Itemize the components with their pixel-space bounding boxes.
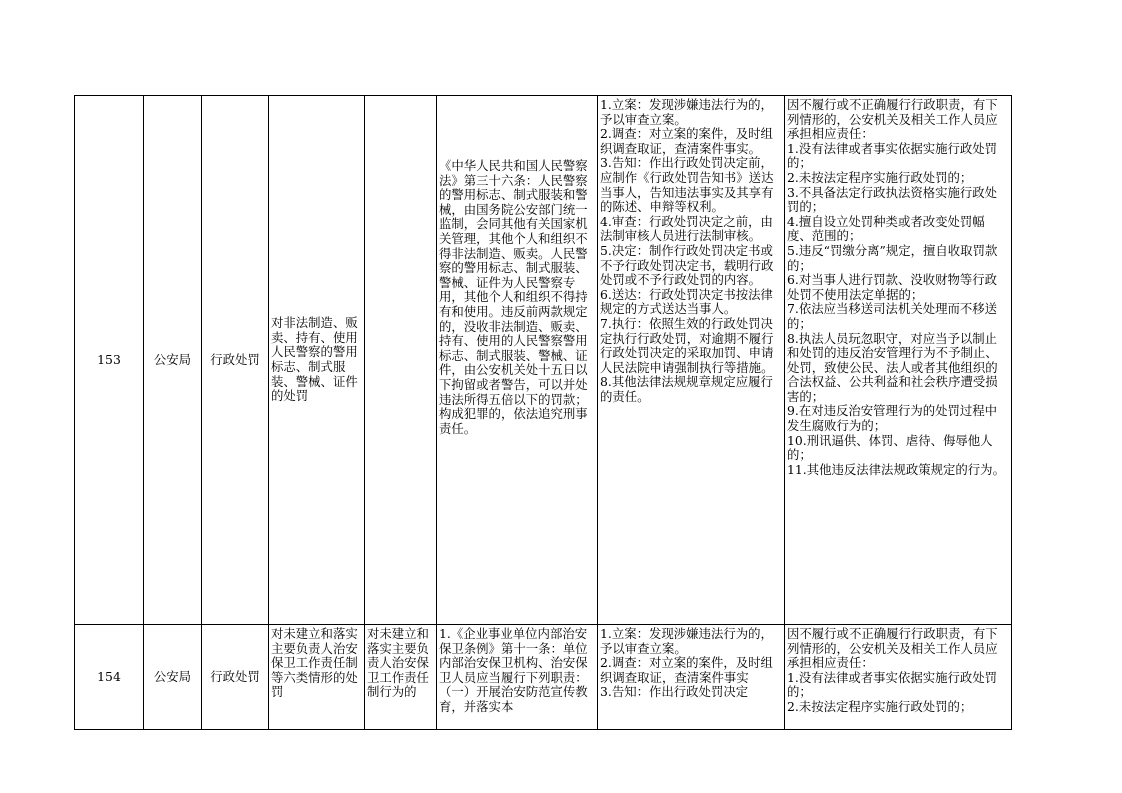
- liability-cell: [785, 96, 1012, 625]
- liability-item: 7.依法应当移送司法机关处理而不移送的；: [787, 301, 998, 331]
- procedure-step: 3.告知：作出行政处罚决定前，应制作《行政处罚告知书》送达当事人，告知违法事实及其享有的陈述、申辩等权利。: [600, 155, 774, 215]
- liability-item: 11.其他违反法律法规政策规定的行为。: [787, 461, 1005, 477]
- procedure-step: 6.送达：行政处罚决定书按法律规定的方式送达当事人。: [600, 286, 773, 317]
- liability-item: 8.执法人员玩忽职守，对应当予以制止和处罚的违反治安管理行为不予制止、处罚，致使公民、法人或者其他组织的合法权益、公共利益和社会秩序遭受损害的；: [787, 330, 998, 404]
- liability-item: 2.未按法定程序实施行政处罚的；: [787, 169, 973, 185]
- liability-cell: [785, 625, 1012, 730]
- row-number: 154: [75, 625, 144, 730]
- legal-basis-cell: 《中华人民共和国人民警察法》第三十六条：人民警察的警用标志、制式服装和警械，由国务院公安部门统一监制，会同其他有关国家机关管理，其他个人和组织不得非法制造、贩卖。人民警察的警用标志、制式服装、警械、证件为人民警察专用，其他个人和组织不得持有和使用。违反前两款规定的，没收非法制造、贩卖、持有、使用的人民警察警用标志、制式服装、警械、证件，由公安机关处十五日以下拘留或者警告，可以并处违法所得五倍以下的罚款；构成犯罪的，依法追究刑事责任。: [437, 96, 598, 625]
- procedure-step: 1.立案：发现涉嫌违法行为的，予以审查立案。: [600, 97, 773, 127]
- procedure-cell: [598, 625, 785, 730]
- liability-item: 5.违反“罚缴分离”规定，擅自收取罚款的；: [787, 242, 998, 273]
- item-name-cell: 对未建立和落实主要负责人治安保卫工作责任制等六类情形的处罚: [269, 625, 365, 730]
- liability-item: 3.不具备法定行政执法资格实施行政处罚的；: [787, 184, 998, 215]
- item-name-cell: 对非法制造、贩卖、持有、使用人民警察的警用标志、制式服装、警械、证件的处罚: [269, 96, 365, 625]
- table-row: [75, 96, 1012, 625]
- liability-item: 9.在对违反治安管理行为的处罚过程中发生腐败行为的；: [787, 403, 998, 434]
- liability-item: 因不履行或不正确履行行政职责，有下列情形的，公安机关及相关工作人员应承担相应责任：: [787, 626, 998, 671]
- procedure-step: 7.执行：依照生效的行政处罚决定执行行政处罚，对逾期不履行行政处罚决定的采取加罚、申请人民法院申请强制执行等措施。: [600, 315, 774, 375]
- liability-item: 6.对当事人进行罚款、没收财物等行政处罚不使用法定单据的；: [787, 272, 998, 302]
- procedure-step: 1.立案：发现涉嫌违法行为的，予以审查立案。: [600, 626, 773, 656]
- department-cell: 公安局: [144, 96, 202, 625]
- liability-item: 2.未按法定程序实施行政处罚的；: [787, 698, 973, 714]
- sub-item-cell: 对未建立和落实主要负责人治安保卫工作责任制行为的: [365, 625, 437, 730]
- procedure-step: 2.调查：对立案的案件，及时组织调查取证，查清案件事实。: [600, 126, 773, 156]
- row-number: 153: [75, 96, 144, 625]
- liability-item: 因不履行或不正确履行行政职责，有下列情形的，公安机关及相关工作人员应承担相应责任：: [787, 97, 998, 142]
- department-cell: 公安局: [144, 625, 202, 730]
- responsibility-table: [74, 95, 1012, 730]
- liability-item: 4.擅自设立处罚种类或者改变处罚幅度、范围的；: [787, 213, 985, 244]
- legal-basis-cell: 1.《企业事业单位内部治安保卫条例》第十一条：单位内部治安保卫机构、治安保卫人员应当履行下列职责：（一）开展治安防范宣传教育，并落实本: [437, 625, 598, 730]
- table-row: [75, 625, 1012, 730]
- liability-item: 1.没有法律或者事实依据实施行政处罚的；: [787, 669, 998, 700]
- power-type-cell: 行政处罚: [202, 96, 269, 625]
- procedure-step: 8.其他法律法规规章规定应履行的责任。: [600, 374, 773, 404]
- procedure-step: 3.告知：作出行政处罚决定: [600, 684, 749, 700]
- procedure-cell: [598, 96, 785, 625]
- procedure-step: 5.决定：制作行政处罚决定书或不予行政处罚决定书，载明行政处罚或不予行政处罚的内容。: [600, 242, 774, 288]
- liability-item: 10.刑讯逼供、体罚、虐待、侮辱他人的；: [787, 432, 993, 463]
- sub-item-cell: [365, 96, 437, 625]
- procedure-step: 2.调查：对立案的案件，及时组织调查取证，查清案件事实: [600, 655, 773, 685]
- procedure-step: 4.审查：行政处罚决定之前，由法制审核人员进行法制审核。: [600, 213, 773, 244]
- liability-item: 1.没有法律或者事实依据实施行政处罚的；: [787, 140, 998, 171]
- power-type-cell: 行政处罚: [202, 625, 269, 730]
